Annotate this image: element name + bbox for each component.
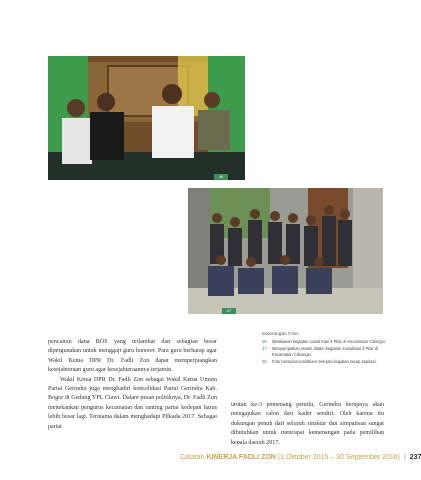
caption-item [262, 346, 386, 358]
caption-text: Melakukan kegiatan sosial Kasi 4 Pilar di Kecamatan Ciliungsi. [272, 339, 386, 344]
body-paragraph: urutan ke-3 pemenang pemilu, Gerindra berupaya akan mengajukan calon dari kader sendiri. Oleh karena itu dukungan penuh dari seluruh struktur dan simpatisan sangat dibutuhkan untuk mencapai kemenangan pada pemilihan kepala daerah 2017. [231, 402, 384, 446]
footer-separator: | [403, 454, 406, 461]
caption-item [262, 359, 386, 365]
footer-brand: KINERJA FADLI ZON [206, 454, 276, 461]
photo-number-badge: 46 [214, 174, 228, 180]
photo-captions [262, 332, 386, 366]
body-column-right [231, 401, 384, 448]
captions-title: Keterangan Foto: [262, 332, 300, 337]
caption-item [262, 339, 386, 345]
body-column-left [48, 338, 217, 432]
footer-period: (1 Oktober 2015 – 30 September 2016) [277, 454, 400, 461]
page-footer [180, 454, 421, 461]
body-paragraph: Wakil Ketua DPR Dr. Fadli Zon sebagai Wakil Ketua Umum Partai Gerindra juga menghadiri konsolidasi Partai Gerindra Kab. Bogor di Gedung YPL Ciawi. Dalam pesan politiknya, Dr. Fadli Zon menekankan pengurus kecamatan dan ranting partai kedepan harus lebih besar lagi. Terutama dalam menghadapi Pilkada 2017. Sebagai partai [48, 376, 217, 430]
body-paragraph: pencairan dana BOS yang terlambat dan sebagian besar dipergunakan untuk menggaji guru honorer. Para guru berharap agar Wakil Ketua DPR Dr. Fadli Zon dapat memperjuangkan kesejahteraan guru agar kesejahteraannya terjamin. [48, 339, 217, 374]
caption-text: Foto bersama konstituen selepas kegiatan serap aspirasi. [272, 359, 377, 364]
photo-meeting-icon [48, 56, 245, 180]
footer-prefix: Catatan [180, 454, 205, 461]
photo-group-icon [188, 188, 383, 314]
caption-number: 47. [262, 346, 268, 351]
page-number: 237 [409, 454, 421, 461]
caption-number: 48. [262, 359, 268, 364]
group-photo [188, 188, 383, 314]
caption-number: 46. [262, 339, 268, 344]
meeting-photo [48, 56, 245, 180]
photo-number-badge: 47 [222, 308, 236, 314]
caption-text: Menyampaikan materi dalam kegiatan sosialisasi 4 Pilar di Kecamatan Cileungsi. [272, 346, 379, 357]
